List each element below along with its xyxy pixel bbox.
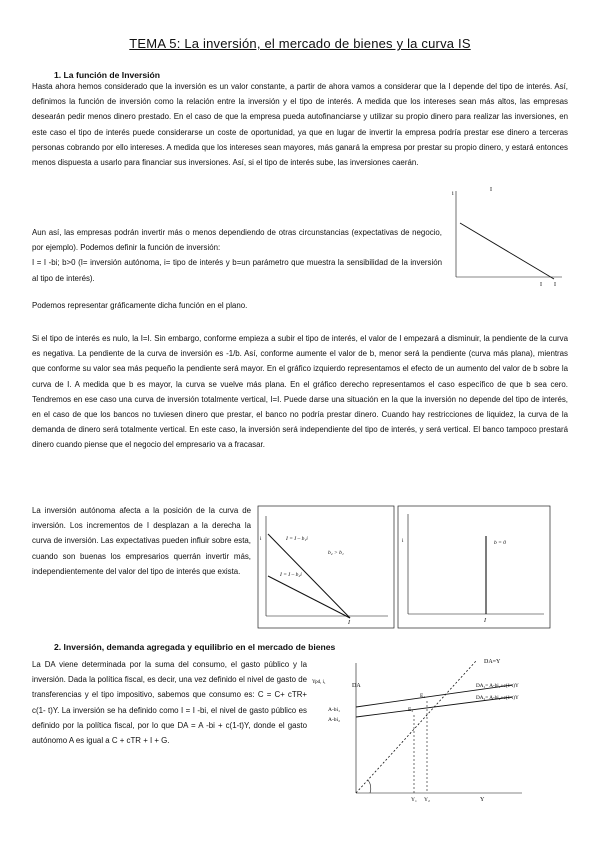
investment-function: I = I -bi; b>0 (I= inversión autónoma, i= tipo de interés y b=un parámetro que muestra la sensibilidad de la inversión al tipo de interés). [32,258,442,283]
small-chart-x-label-1: I [540,282,542,288]
small-chart-i-label: i [452,191,454,197]
investment-b-chart [258,506,398,630]
da-secondary-axis-label: Ypd, i₁ [312,680,326,685]
section-1-paragraph-2 [32,225,442,286]
section-1-heading: 1. La función de Inversión [54,70,161,80]
autonomous-spending-2-label: A-bi₂ [328,717,340,723]
right-chart-x-label: I [484,618,486,624]
da-axis-label: DA [352,683,361,689]
small-chart-top-label: I [490,187,492,193]
section-1-paragraph-1: Hasta ahora hemos considerado que la inversión es un valor constante, a partir de ahora vamos a considerar que la I depende del tipo de interés. Así, definimos la función de inversión como la relación entre la inversión y el tipo de interés. A medida que los intereses sean más altos, las empresas desearán pedir menos dinero prestado. En el caso de que la empresa pueda autofinanciarse y utilizar su propio dinero para realizar las inversiones, en este caso el tipo de interés puede considerarse un coste de oportunidad, ya que en lugar de invertir la empresa podría prestar ese dinero a terceras personas cobrando por ello intereses. A medida que los intereses sean mayores, más ganará la empresa por prestar su propio dinero, y estará entonces menos dispuesta a usarlo para financiar sus inversiones. Así, si el tipo de interés sube, las inversiones caerán. [32,82,568,168]
curve-b2-label: I = I – b₂i [280,572,302,578]
investment-intro: Aun así, las empresas podrán invertir más o menos dependiendo de otras circunstancias (expectativas de negocio, por ejemplo). Podemos definir la función de inversión: [32,228,442,253]
y2-tick-label: Y₂ [424,797,430,803]
right-chart-i-label: i [402,538,404,544]
curve-b1-label: I = I – b₁i [286,536,308,542]
investment-b-zero-chart [398,506,554,630]
section-1-paragraph-5: La inversión autónoma afecta a la posición de la curva de inversión. Los incrementos de I desplazan a la derecha la curva de inversión. Las expectativas pueden influir sobre esta, cuando son buenas los empresarios querrán invertir más, independientemente del valor del tipo de interés que exista. [32,506,251,576]
section-1-paragraph-3: Podemos representar gráficamente dicha función en el plano. [32,301,248,310]
b-zero-label: b = 0 [494,540,506,546]
autonomous-spending-1-label: A-bi₁ [328,707,340,713]
aggregate-demand-chart [312,653,552,803]
line-45-label: DA=Y [484,659,501,665]
equilibrium-2-label: E₂ [408,707,414,713]
equilibrium-1-label: E₁ [420,693,426,699]
section-1-paragraph-4: Si el tipo de interés es nulo, la I=I. Sin embargo, conforme empieza a subir el tipo de interés, el valor de I empezará a disminuir, la pendiente de la curva es negativa. La pendiente de la curva de inversión es -1/b. Así, conforme aumente el valor de b, menor será la pendiente (curva más plana), mientras que conforme su valor sea más pequeño la pendiente será mayor. En el gráfico izquierdo representamos el efecto de un aumento del valor de b sobre la curva de I. A medida que b es mayor, la curva se vuelve más plana. En el gráfico derecho representamos el caso específico de que b sea cero. Tendremos en ese caso una curva de inversión totalmente vertical, I=I. Puede darse una situación en la que la inversión no depende del tipo de interés, en el caso de que los bancos no tuviesen dinero que prestar, el banco no podría prestar dinero. Cuando hay restricciones de liquidez, la curva de la demanda de dinero será totalmente vertical. En este caso, la inversión será independiente del tipo de interés, y será vertical. El banco tampoco prestará dinero cuando piense que el negocio del empresario va a fracasar. [32,334,568,450]
left-chart-x-label: I [348,620,350,626]
section-2-paragraph-1: La DA viene determinada por la suma del consumo, el gasto público y la inversión. Dada la política fiscal, es decir, una vez definido el nivel de gasto de transferencias y el tipo impositivo, sabemos que consumo es: C = C+ cTR+ c(1- t)Y. La inversión se ha definido como I = I -bi, el nivel de gasto público es definido por la política fiscal, por lo que DA = A -bi + c(1-t)Y, donde el gasto autónomo A es igual a C + cTR + I + G. [32,660,307,746]
small-chart-x-label-2: I [554,282,556,288]
page-title: TEMA 5: La inversión, el mercado de bienes y la curva IS [129,36,471,51]
da2-curve-label: DA₂= A-bi₂+c(1-t)Y [476,695,519,701]
section-2-heading: 2. Inversión, demanda agregada y equilibrio en el mercado de bienes [54,642,336,652]
y1-tick-label: Y₁ [411,797,417,803]
investment-small-chart [450,185,570,290]
output-axis-label: Y [480,797,485,803]
left-chart-i-label: i [260,536,262,542]
b-inequality-label: b₂ > b₁ [328,550,344,556]
da1-curve-label: DA₁= A-bi₁+c(1-t)Y [476,683,519,689]
